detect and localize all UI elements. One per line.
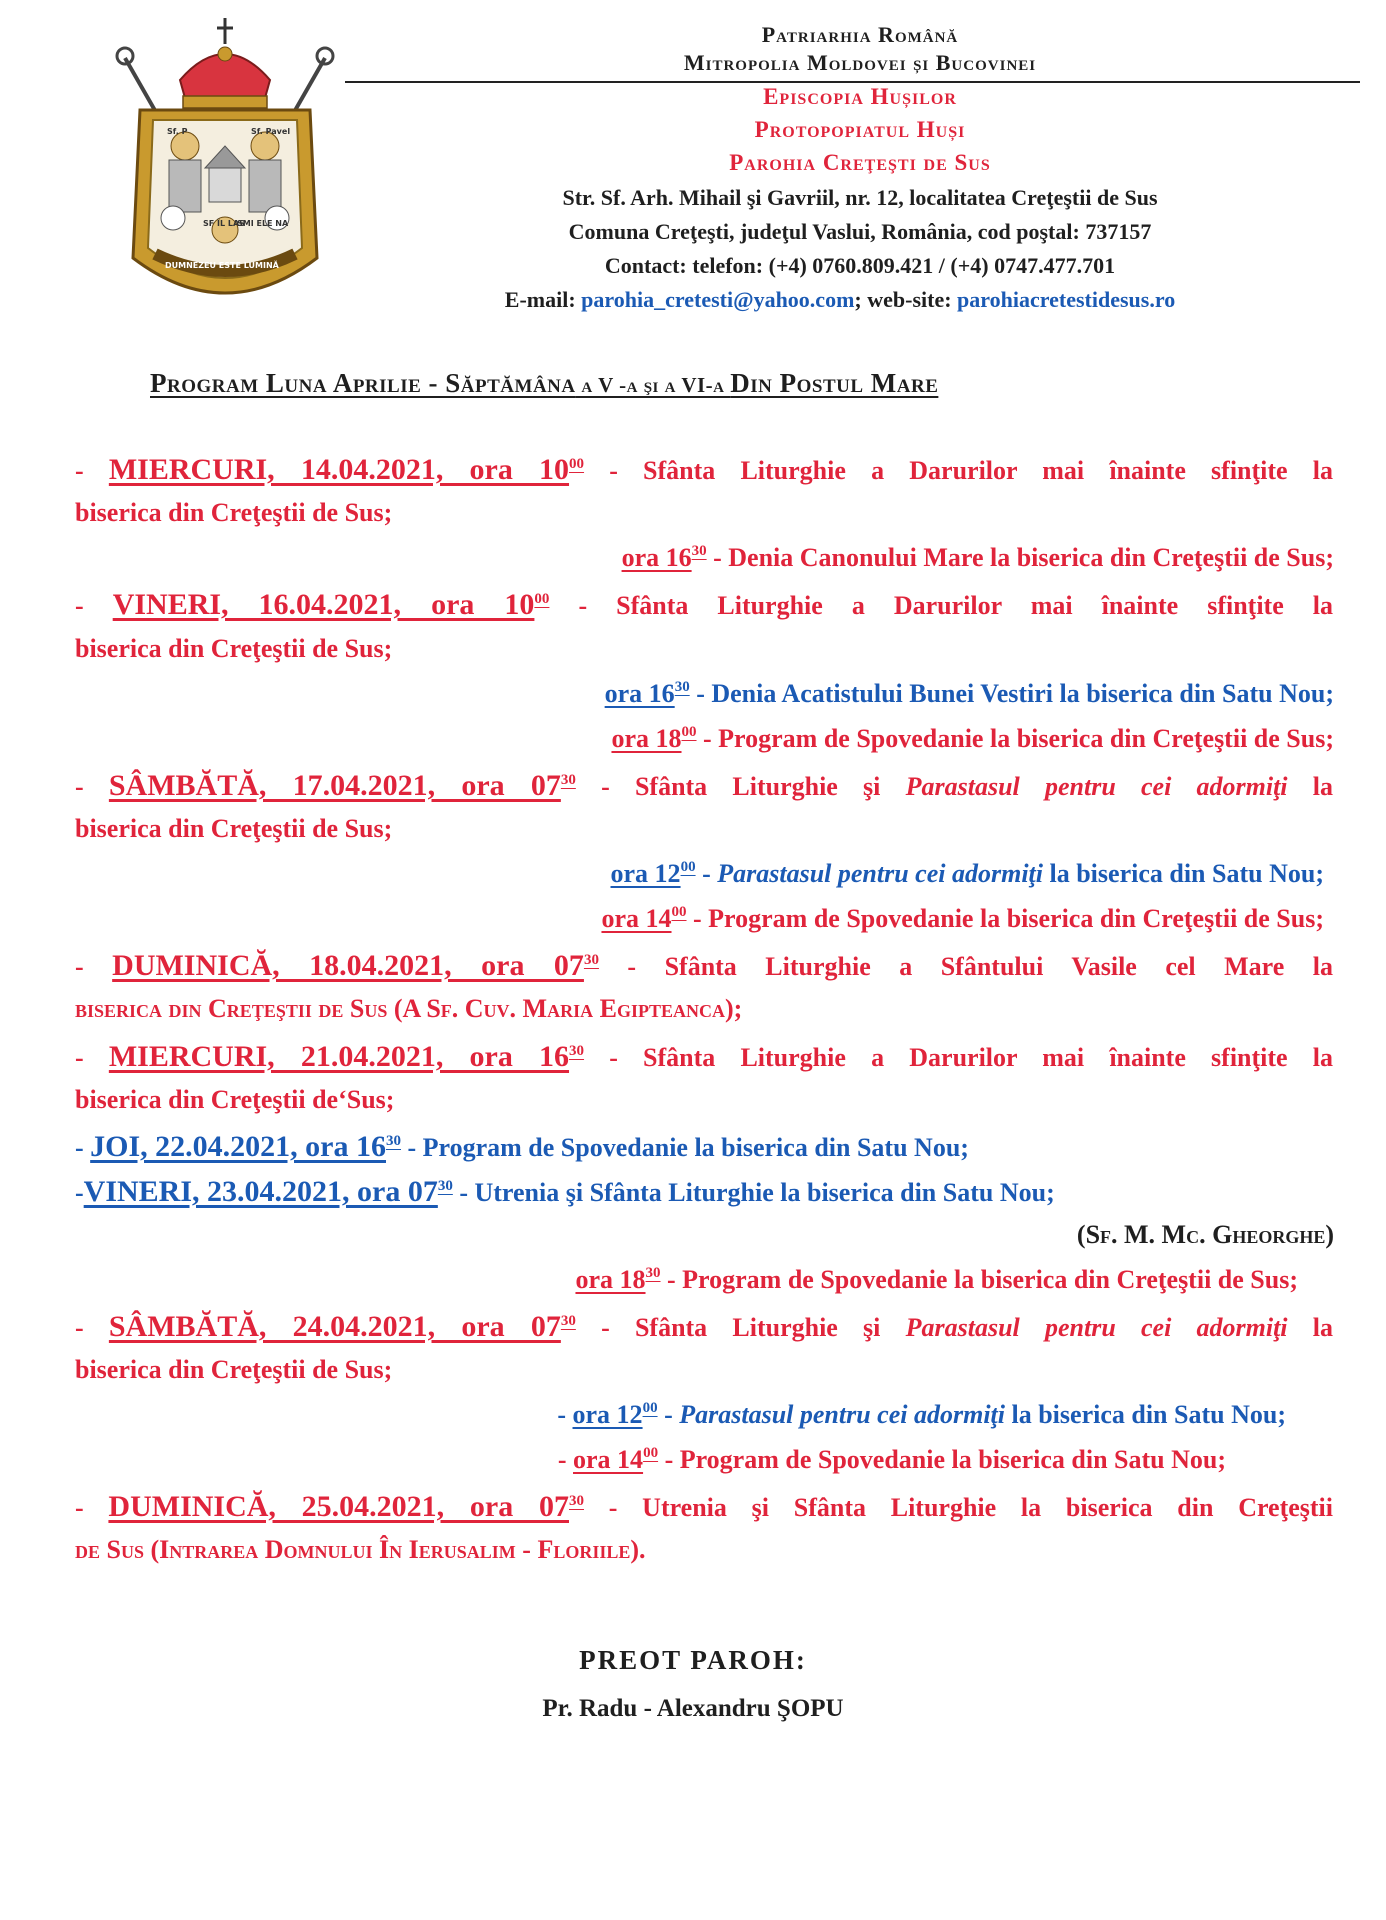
- signature-title: PREOT PAROH:: [579, 1645, 807, 1675]
- schedule-entry-continuation: biserica din Creţeştii de Sus;: [75, 634, 393, 663]
- schedule-entry-wed-21: - MIERCURI, 21.04.2021, ora $16^{30}$ - Sfânta Liturghie a Darurilor mai înainte sfinţite la: [75, 1040, 1333, 1073]
- schedule-entry-sat-24: - SÂMBĂTĂ, 24.04.2021, ora $07^{30}$ - Sfânta Liturghie şi Parastasul pentru cei adormiţi la: [75, 1310, 1333, 1343]
- schedule-subentry: ora $16^{30}$ - Denia Acatistului Bunei Vestiri la biserica din Satu Nou;: [604, 679, 1334, 708]
- schedule-entry-thu-22: - JOI, 22.04.2021, ora $16^{30}$ - Program de Spovedanie la biserica din Satu Nou;: [75, 1130, 969, 1163]
- header-parish: Parohia Creţeşti de Sus: [729, 150, 991, 175]
- header-contact: Contact: telefon: (+4) 0760.809.421 / (+4) 0747.477.701: [604, 253, 1116, 278]
- schedule-subentry: - ora $14^{00}$ - Program de Spovedanie la biserica din Satu Nou;: [557, 1445, 1226, 1474]
- signature-name: Pr. Radu - Alexandru ŞOPU: [542, 1695, 844, 1722]
- schedule-entry-continuation: de Sus (Intrarea Domnului În Ierusalim - Floriile).: [75, 1535, 646, 1564]
- schedule-entry-continuation: biserica din Creţeştii de Sus (A Sf. Cuv. Maria Egipteanca);: [75, 994, 743, 1023]
- header-diocese: Episcopia Hușilor: [763, 84, 957, 109]
- email-link[interactable]: parohia_cretesti@yahoo.com: [581, 287, 855, 312]
- svg-text:SF ÎL LAS: SF ÎL LAS: [203, 219, 245, 228]
- schedule-entry-fri-16: - VINERI, 16.04.2021, ora $10^{00}$ - Sfânta Liturghie a Darurilor mai înainte sfinţite la: [75, 588, 1333, 621]
- program-title: Program Luna Aprilie - Săptămâna a V -a şi a VI-a Din Postul Mare: [150, 368, 939, 398]
- header-address-street: Str. Sf. Arh. Mihail şi Gavriil, nr. 12, localitatea Creţeştii de Sus: [562, 185, 1158, 210]
- schedule-entry-continuation: biserica din Creţeştii de Sus;: [75, 498, 393, 527]
- schedule-entry-continuation: biserica din Creţeştii de Sus;: [75, 1355, 393, 1384]
- schedule-subentry: ora $18^{00}$ - Program de Spovedanie la biserica din Creţeştii de Sus;: [611, 724, 1334, 753]
- crest-motto: DUMNEZEU ESTE LUMINĂ: [165, 261, 279, 270]
- schedule-subentry: ora $16^{30}$ - Denia Canonului Mare la biserica din Creţeştii de Sus;: [621, 543, 1334, 572]
- schedule-subentry: ora $12^{00}$ - Parastasul pentru cei adormiţi la biserica din Satu Nou;: [610, 859, 1324, 888]
- schedule-entry-sun-25: - DUMINICĂ, 25.04.2021, ora $07^{30}$ - Utrenia şi Sfânta Liturghie la biserica din Creţeştii: [75, 1490, 1334, 1523]
- schedule-entry-continuation: biserica din Creţeştii de Sus;: [75, 814, 393, 843]
- schedule-subentry: ora $14^{00}$ - Program de Spovedanie la biserica din Creţeştii de Sus;: [601, 904, 1324, 933]
- schedule-entry-sat-17: - SÂMBĂTĂ, 17.04.2021, ora $07^{30}$ - Sfânta Liturghie şi Parastasul pentru cei adormiţi la: [75, 769, 1333, 802]
- header-deanery: Protopopiatul Huși: [754, 117, 966, 142]
- svg-text:Sf. P: Sf. P: [167, 127, 188, 136]
- header-metropolis: Mitropolia Moldovei și Bucovinei: [683, 50, 1037, 75]
- website-link[interactable]: parohiacretestidesus.ro: [957, 287, 1176, 312]
- schedule-subentry: ora $18^{30}$ - Program de Spovedanie la biserica din Creţeştii de Sus;: [575, 1265, 1298, 1294]
- schedule-entry-wed-14: - MIERCURI, 14.04.2021, ora $10^{00}$ - Sfânta Liturghie a Darurilor mai înainte sfinţite la: [75, 453, 1333, 486]
- feast-note: (Sf. M. Mc. Gheorghe): [1076, 1220, 1334, 1249]
- header-email-web: E-mail: parohia_cretesti@yahoo.com; web-site: parohiacretestidesus.ro: [504, 287, 1176, 312]
- header-patriarchate: Patriarhia Română: [761, 22, 959, 47]
- schedule-entry-continuation: biserica din Creţeştii de‘Sus;: [75, 1085, 395, 1114]
- schedule-entry-fri-23: -VINERI, 23.04.2021, ora $07^{30}$ - Utrenia şi Sfânta Liturghie la biserica din Satu Nou;: [75, 1175, 1055, 1208]
- header-divider: [345, 81, 1360, 83]
- schedule-subentry: - ora $12^{00}$ - Parastasul pentru cei adormiţi la biserica din Satu Nou;: [557, 1400, 1286, 1429]
- svg-text:Sf. Pavel: Sf. Pavel: [251, 127, 291, 136]
- svg-text:SMI ELE NA: SMI ELE NA: [237, 219, 289, 228]
- schedule-entry-sun-18: - DUMINICĂ, 18.04.2021, ora $07^{30}$ - Sfânta Liturghie a Sfântului Vasile cel Mare la: [75, 949, 1333, 982]
- diocese-crest-icon: [105, 18, 345, 318]
- header-address-commune: Comuna Creţeşti, judeţul Vaslui, România, cod poştal: 737157: [568, 219, 1152, 244]
